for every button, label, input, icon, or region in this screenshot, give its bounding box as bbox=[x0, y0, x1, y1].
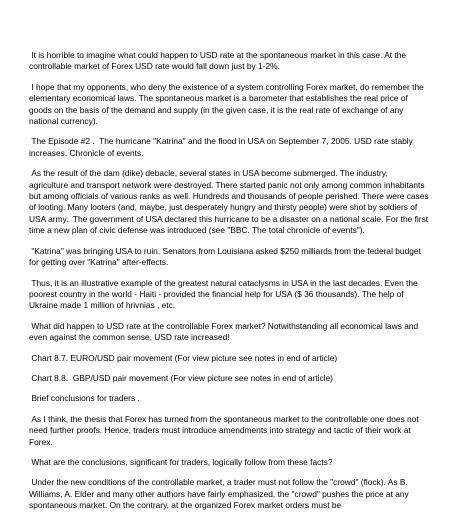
document-body bbox=[29, 50, 429, 521]
paragraph-opponents-economical-laws: I hope that my opponents, who deny the existence of a system controlling Forex market, do remember the elementary economical laws. The spontaneous market is a barometer that establishes the real price of goods on the basis of the demand and supply (in the given case, it is the real rate of exchange of any national currency). bbox=[29, 81, 427, 127]
paragraph-conclusions-question: What are the conclusions, significant for traders, logically follow from these facts? bbox=[29, 456, 333, 467]
paragraph-new-conditions: Under the new conditions of the controllable market, a trader must not follow the "crowd" (flock). As B. Williams, A. Elder and many other authors have fairly emphasized, the "crowd" pushes the price at any spontaneous market. On the contrary, at the organized Forex market orders must be bbox=[29, 477, 412, 511]
paragraph-brief-conclusions: Brief conclusions for traders . bbox=[29, 393, 140, 404]
paragraph-episode-2-heading: The Episode #2 . The hurricane "Katrina" and the flood in USA on September 7, 2005. USD rate stably increases. Chronicle of events. bbox=[29, 136, 416, 158]
paragraph-controllable-thesis: As I think, the thesis that Forex has turned from the spontaneous market to the controllable one does not need further proofs. Hence, traders must introduce amendments into strategy and tactic of their work at Forex. bbox=[29, 413, 421, 447]
paragraph-chart-8-8-caption: Chart 8.8. GBP/USD pair movement (For view picture see notes in end of article) bbox=[29, 372, 333, 383]
paragraph-illustrative-example: Thus, it is an illustrative example of the greatest natural cataclysms in USA in the last decades. Even the poorest country in the world - Haiti - provided the financial help for USA ($ 36 thousands). The help of Ukraine made 1 million of hrivnias , etc. bbox=[29, 277, 421, 311]
paragraph-chart-8-7-caption: Chart 8.7. EURO/USD pair movement (For view picture see notes in end of article) bbox=[29, 352, 338, 363]
paragraph-dam-debacle: As the result of the dam (dike) debacle, several states in USA become submerged. The industry, agriculture and transport network were destroyed. There started panic not only among common inhabitants but among officials of various ranks as well. Hundreds and thousands of people perished. There were cases of looting. Many looters (and, maybe, just desperately hungry and thirsty people) were shot by soldiers of USA army. The government of USA declared this hurricane to be a disaster on a national scale. For the first time a new plan of civic defense was introduced (see "BBC. The total chronicle of events"). bbox=[29, 168, 431, 236]
paragraph-katrina-ruin: "Katrina" was bringing USA to ruin. Senators from Louisiana asked $250 milliards from the federal budget for getting over "Katrina" after-effects. bbox=[29, 245, 424, 268]
paragraph-usd-rate-spontaneous: It is horrible to imagine what could happen to USD rate at the spontaneous market in this case. At the controllable market of Forex USD rate would fall down just by 1-2%. bbox=[29, 50, 409, 72]
paragraph-usd-rate-increased: What did happen to USD rate at the controllable Forex market? Notwithstanding all economical laws and even against the common sense, USD rate increased! bbox=[29, 320, 421, 343]
